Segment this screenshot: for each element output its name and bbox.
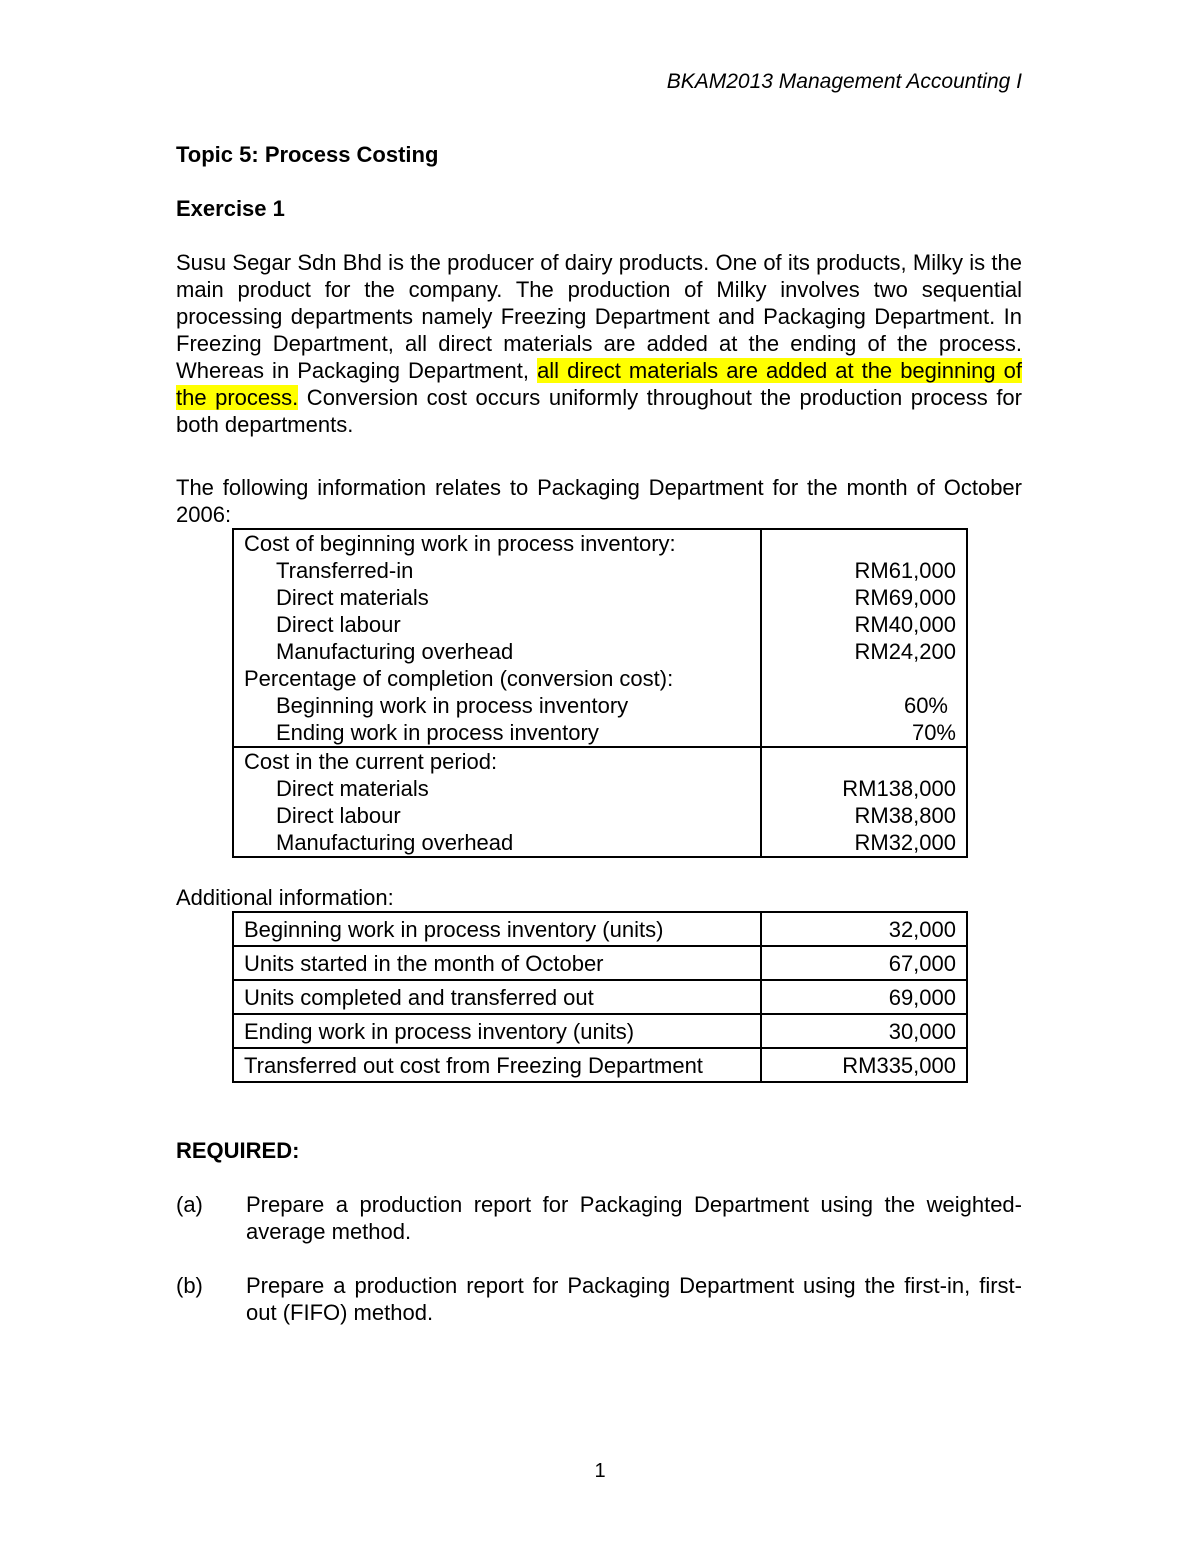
- additional-item-value: 69,000: [761, 980, 967, 1014]
- cost-section-heading: Cost of beginning work in process inventory:: [233, 529, 761, 557]
- required-item-text: Prepare a production report for Packaging Department using the first-in, first-out (FIFO) method.: [246, 1273, 1022, 1325]
- following-paragraph: The following information relates to Packaging Department for the month of October 2006:: [176, 475, 1022, 527]
- table-row: [233, 912, 967, 946]
- additional-info-table: [232, 911, 968, 1083]
- topic-title: Topic 5: Process Costing: [176, 142, 439, 167]
- additional-item-label: Ending work in process inventory (units): [233, 1014, 761, 1048]
- additional-item-value: 67,000: [761, 946, 967, 980]
- required-item: [176, 1191, 1022, 1245]
- additional-item-value: RM335,000: [761, 1048, 967, 1082]
- cost-item-label: Ending work in process inventory: [276, 720, 599, 745]
- cost-item-value: RM38,800: [761, 802, 967, 829]
- required-item-mark: (b): [176, 1273, 203, 1298]
- cost-item-label: Transferred-in: [276, 558, 414, 583]
- additional-item-value: 30,000: [761, 1014, 967, 1048]
- cost-item-label: Beginning work in process inventory: [276, 693, 629, 718]
- table-row: [233, 1048, 967, 1082]
- cost-item-label: Manufacturing overhead: [276, 639, 514, 664]
- table-row: [233, 1014, 967, 1048]
- required-item-text: Prepare a production report for Packaging Department using the weighted-average method.: [246, 1192, 1022, 1244]
- required-heading: REQUIRED:: [176, 1138, 300, 1163]
- cost-section-heading: Cost in the current period:: [233, 747, 761, 775]
- cost-item-label: Direct labour: [276, 803, 401, 828]
- intro-text-start: Susu Segar Sdn Bhd is the producer of dairy products. One of its products, Milky is the main product for the company. The production of Milky involves two sequential processing departments namely Freezing Department and Packaging Department. In Freezing Department, all direct materials are added at the ending of the process. Whereas in Packaging Department,: [176, 250, 1022, 383]
- table-row: [233, 980, 967, 1014]
- cost-item-label: Manufacturing overhead: [276, 830, 514, 855]
- cost-item-value: 60%: [761, 692, 967, 719]
- highlighted-text: all direct materials are added at the beginning of the process.: [176, 358, 1022, 410]
- cost-item-value: RM24,200: [761, 638, 967, 665]
- exercise-title: Exercise 1: [176, 196, 285, 221]
- cost-item-value: RM61,000: [761, 557, 967, 584]
- cost-item-value: 70%: [761, 719, 967, 747]
- table-row: [233, 946, 967, 980]
- document-body: [176, 141, 1022, 1326]
- cost-table: [232, 528, 968, 858]
- cost-item-value: RM32,000: [761, 829, 967, 857]
- additional-item-label: Transferred out cost from Freezing Department: [233, 1048, 761, 1082]
- cost-item-value: RM40,000: [761, 611, 967, 638]
- cost-item-label: Direct materials: [276, 585, 429, 610]
- intro-paragraph: [176, 249, 1022, 438]
- cost-item-label: Direct materials: [276, 776, 429, 801]
- additional-info-label: Additional information:: [176, 885, 394, 910]
- additional-item-label: Units completed and transferred out: [233, 980, 761, 1014]
- cost-section-heading: Percentage of completion (conversion cost):: [233, 665, 761, 692]
- cost-item-value: RM138,000: [761, 775, 967, 802]
- page-header: BKAM2013 Management Accounting I: [666, 70, 1022, 93]
- additional-item-label: Beginning work in process inventory (units): [233, 912, 761, 946]
- additional-item-label: Units started in the month of October: [233, 946, 761, 980]
- cost-item-value: RM69,000: [761, 584, 967, 611]
- required-item: [176, 1272, 1022, 1326]
- required-item-mark: (a): [176, 1192, 203, 1217]
- page-number: 1: [594, 1460, 606, 1482]
- cost-item-label: Direct labour: [276, 612, 401, 637]
- additional-item-value: 32,000: [761, 912, 967, 946]
- intro-text-end: Conversion cost occurs uniformly throughout the production process for both departments.: [176, 385, 1022, 437]
